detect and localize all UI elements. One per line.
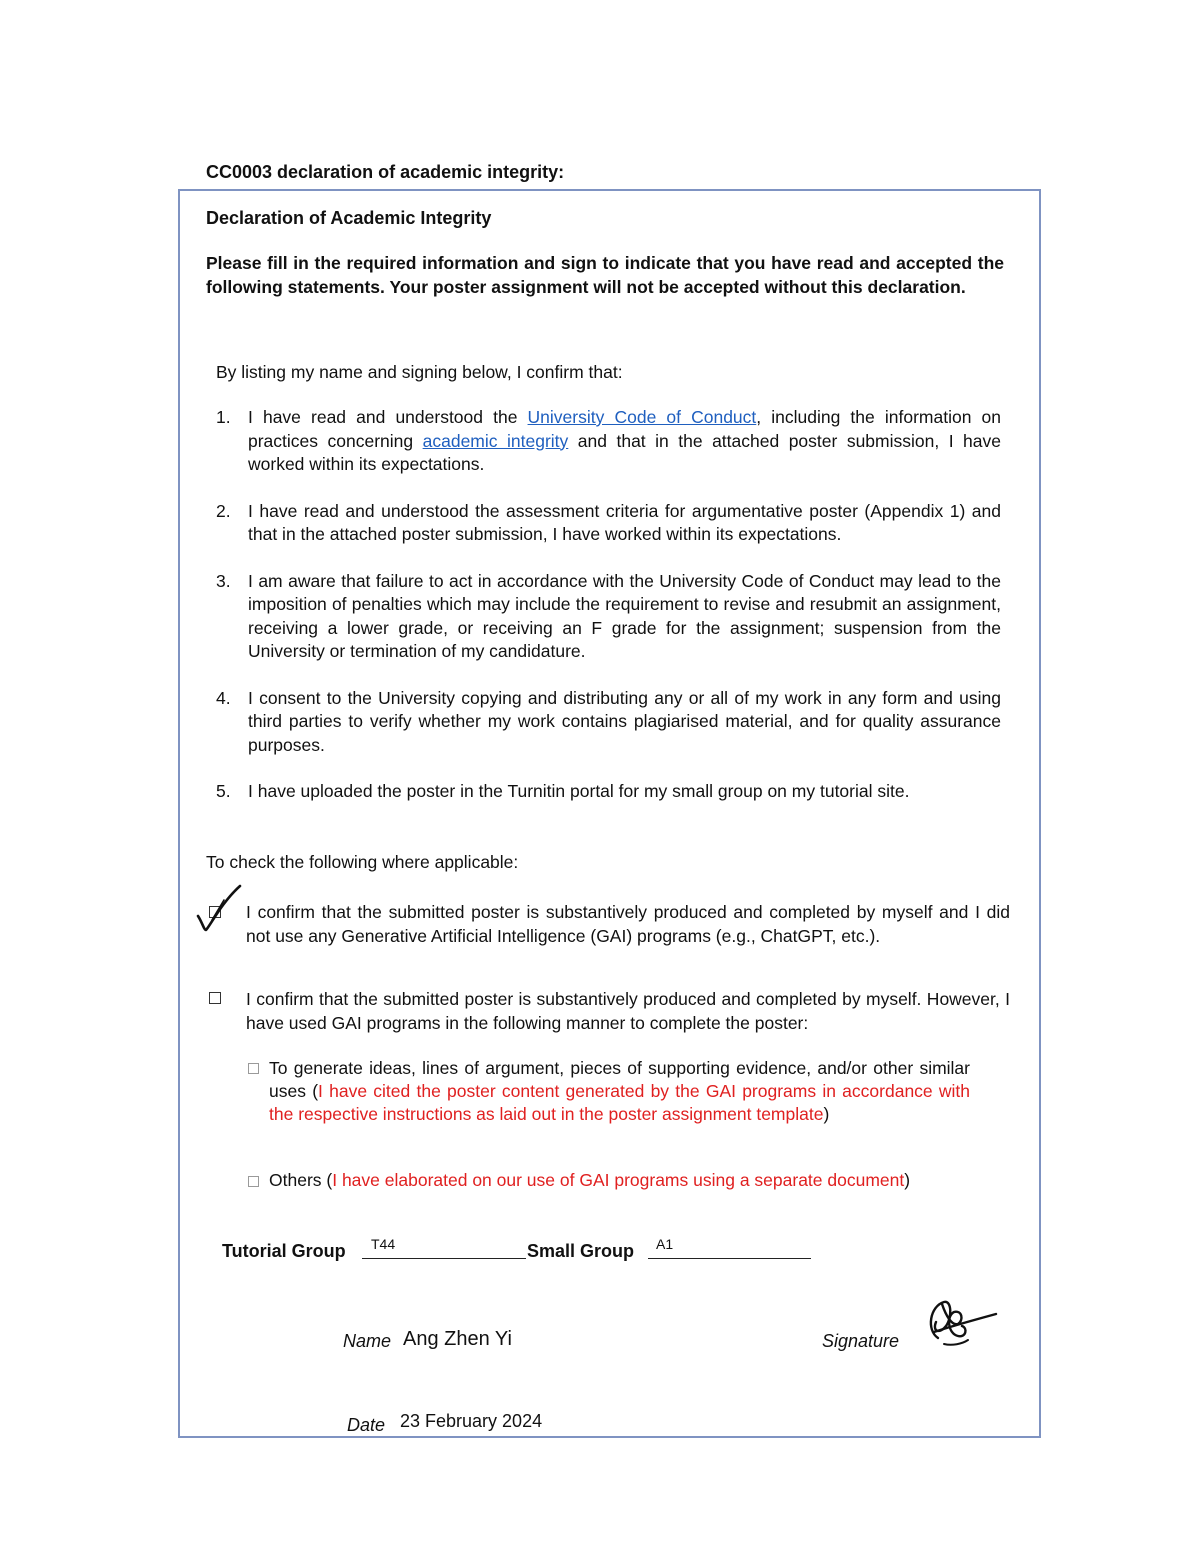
statement-number: 1. [216, 407, 231, 427]
name-value[interactable]: Ang Zhen Yi [403, 1328, 512, 1350]
tutorial-group-underline [362, 1258, 526, 1259]
sub-option-generate-ideas [269, 1057, 970, 1126]
check-instructions: To check the following where applicable: [206, 852, 519, 872]
used-gai-checkbox[interactable] [209, 992, 221, 1004]
statement-item [216, 406, 1001, 477]
instructions-text: Please fill in the required information and sign to indicate that you have read and accepted the following statements. Your poster assignment will not be accepted without this declaration. [206, 253, 1004, 297]
sub-option-text: Others ( [269, 1170, 333, 1190]
small-group-value[interactable]: A1 [656, 1236, 674, 1252]
statement-text-part: , including the information on practices concerning [248, 407, 1001, 451]
statement-text [248, 406, 1001, 477]
statement-item [216, 500, 1001, 547]
tutorial-group-label: Tutorial Group [222, 1241, 346, 1261]
document-heading: CC0003 declaration of academic integrity: [206, 162, 565, 182]
statement-text-part: and that in the attached poster submission, I have worked within its expectations. [248, 430, 1001, 474]
date-value[interactable]: 23 February 2024 [400, 1411, 543, 1431]
statement-item [216, 780, 1001, 804]
statement-item [216, 687, 1001, 758]
statement-list [216, 406, 1001, 827]
handwritten-checkmark-icon [190, 880, 250, 940]
date-label: Date [347, 1415, 386, 1435]
sub-option-text: To generate ideas, lines of argument, pieces of supporting evidence, and/or other similar uses ( [269, 1058, 970, 1101]
small-group-label: Small Group [527, 1241, 635, 1261]
statement-number: 4. [216, 687, 231, 708]
tutorial-group-value[interactable]: T44 [371, 1236, 396, 1252]
statement-item [216, 570, 1001, 664]
sub-option-note: I have elaborated on our use of GAI programs using a separate document [332, 1170, 905, 1190]
intro-text: By listing my name and signing below, I confirm that: [216, 362, 623, 382]
others-checkbox[interactable] [248, 1176, 259, 1187]
name-label: Name [343, 1331, 392, 1351]
sub-option-text: ) [823, 1104, 830, 1124]
statement-number: 5. [216, 781, 231, 801]
university-code-of-conduct-link[interactable]: University Code of Conduct [527, 407, 757, 427]
option-used-gai-text: I confirm that the submitted poster is substantively produced and completed by myself. However, I have used GAI programs in the following manner to complete the poster: [246, 989, 1010, 1033]
statement-text: I have read and understood the assessment criteria for argumentative poster (Appendix 1) and that in the attached poster submission, I have worked within its expectations. [248, 500, 1001, 544]
signature-label: Signature [822, 1331, 900, 1351]
statement-number: 3. [216, 570, 231, 591]
statement-number: 2. [216, 500, 231, 521]
academic-integrity-link[interactable]: academic integrity [422, 430, 569, 451]
generate-ideas-checkbox[interactable] [248, 1063, 259, 1074]
sub-option-note: I have cited the poster content generated by the GAI programs in accordance with the respective instructions as laid out in the poster assignment template [269, 1081, 971, 1124]
option-no-gai-text: I confirm that the submitted poster is substantively produced and completed by myself and I did not use any Generative Artificial Intelligence (GAI) programs (e.g., ChatGPT, etc.). [246, 902, 1010, 946]
statement-text-part: I have read and understood the [248, 407, 528, 427]
sub-option-others [269, 1169, 970, 1192]
statement-text: I have uploaded the poster in the Turnitin portal for my small group on my tutorial site. [248, 781, 910, 801]
statement-text: I consent to the University copying and distributing any or all of my work in any form and using third parties to verify whether my work contains plagiarised material, and for quality assurance purposes. [248, 687, 1001, 755]
declaration-title: Declaration of Academic Integrity [206, 208, 492, 228]
handwritten-signature-icon[interactable] [922, 1296, 1002, 1352]
sub-option-text: ) [904, 1170, 911, 1190]
small-group-underline [648, 1258, 811, 1259]
statement-text: I am aware that failure to act in accordance with the University Code of Conduct may lead to the imposition of penalties which may include the requirement to revise and resubmit an assignment, receiving a lower grade, or receiving an F grade for the assignment; suspension from the University or termination of my candidature. [248, 570, 1001, 661]
